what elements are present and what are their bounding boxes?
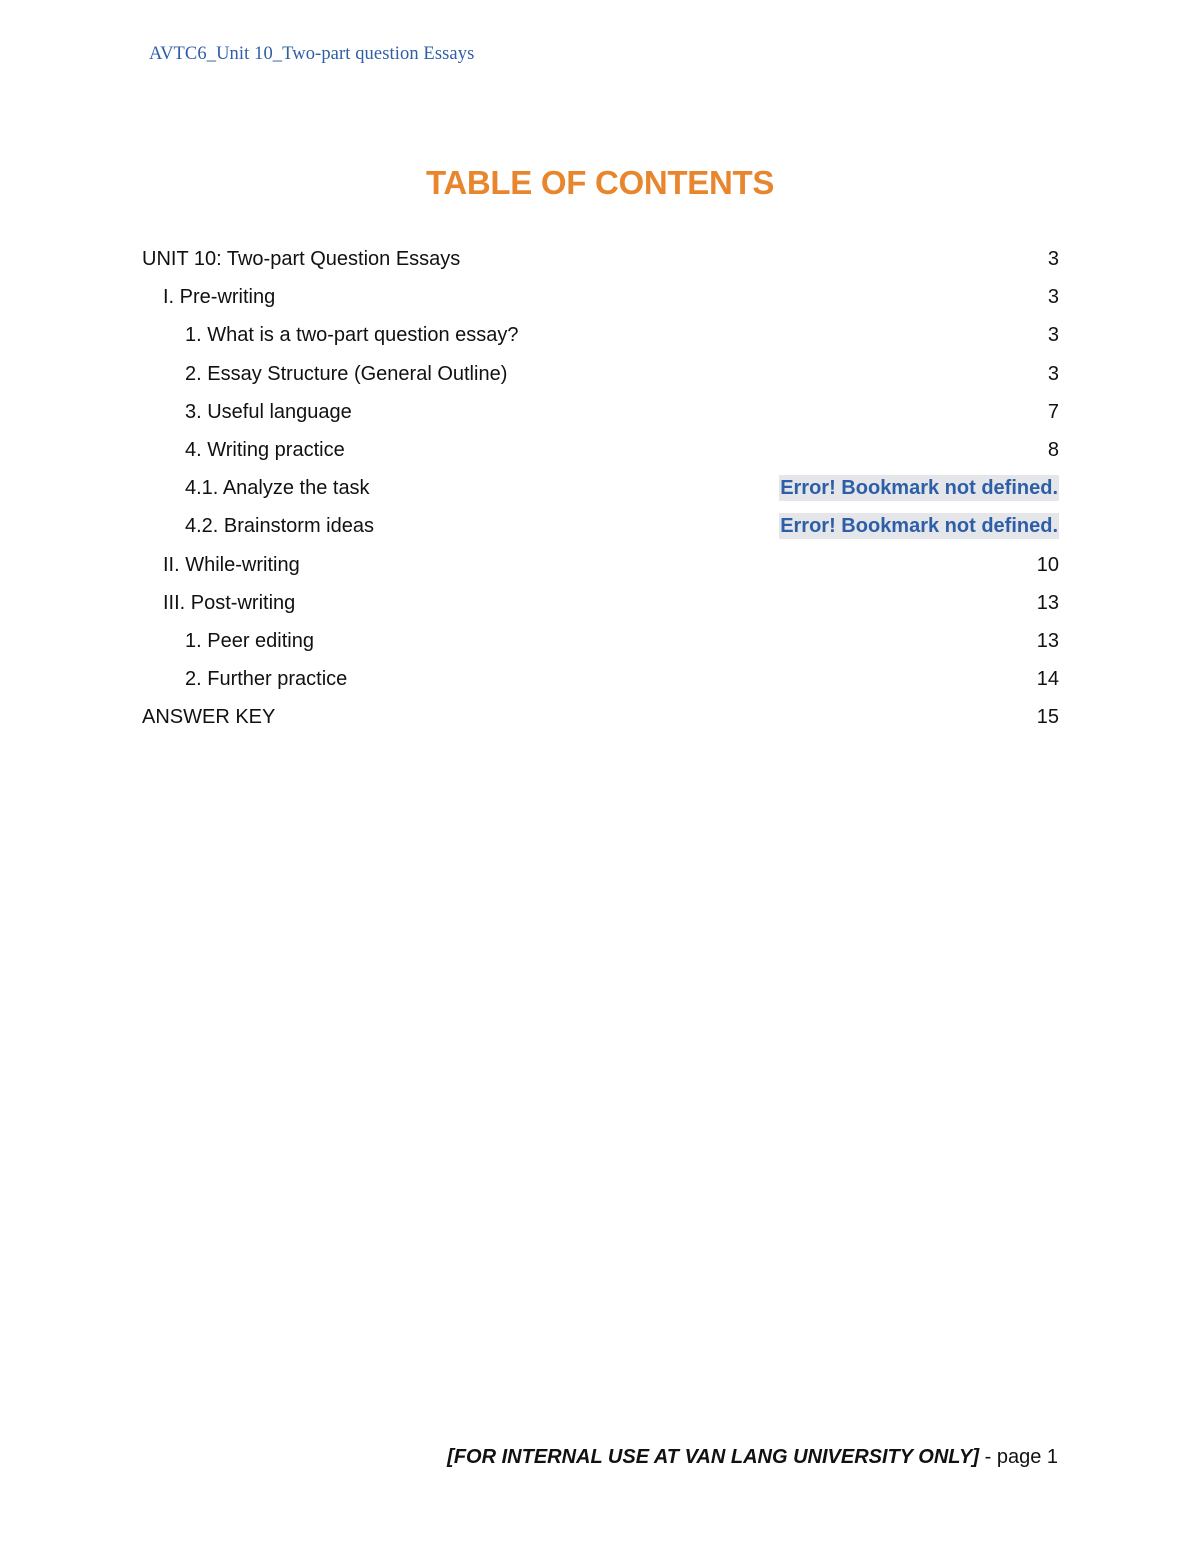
toc-entry-label: 4. Writing practice bbox=[185, 438, 345, 461]
toc-entry-label: 4.1. Analyze the task bbox=[185, 477, 370, 500]
toc-entry-essay-structure[interactable] bbox=[142, 355, 1059, 393]
toc-entry-while-writing[interactable] bbox=[142, 546, 1059, 584]
internal-use-notice: [FOR INTERNAL USE AT VAN LANG UNIVERSITY ONLY] bbox=[447, 1446, 980, 1468]
toc-entry-page: 3 bbox=[1047, 286, 1059, 309]
toc-entry-label: 2. Further practice bbox=[185, 668, 348, 691]
toc-entry-analyze-task[interactable] bbox=[142, 469, 1059, 507]
toc-entry-what-is[interactable] bbox=[142, 316, 1059, 354]
toc-entry-further-practice[interactable] bbox=[142, 660, 1059, 698]
page-number: 1 bbox=[1046, 1446, 1058, 1468]
toc-entry-page-error: Error! Bookmark not defined. bbox=[780, 477, 1058, 500]
toc-entry-peer-editing[interactable] bbox=[142, 622, 1059, 660]
toc-entry-label: 2. Essay Structure (General Outline) bbox=[185, 362, 508, 385]
toc-entry-page-error: Error! Bookmark not defined. bbox=[780, 515, 1058, 538]
toc-entry-label: I. Pre-writing bbox=[163, 286, 276, 309]
toc-entry-brainstorm-ideas[interactable] bbox=[142, 507, 1059, 545]
toc-entry-page: 13 bbox=[1036, 629, 1059, 652]
toc-entry-label: 1. Peer editing bbox=[185, 629, 314, 652]
toc-entry-page: 14 bbox=[1036, 668, 1059, 691]
toc-entry-page: 8 bbox=[1047, 438, 1059, 461]
toc-entry-label: ANSWER KEY bbox=[142, 706, 276, 729]
toc-entry-label: 3. Useful language bbox=[185, 400, 352, 423]
toc-entry-post-writing[interactable] bbox=[142, 584, 1059, 622]
toc-entry-page: 13 bbox=[1036, 591, 1059, 614]
document-header: AVTC6_Unit 10_Two-part question Essays bbox=[149, 44, 475, 64]
toc-title: TABLE OF CONTENTS bbox=[425, 164, 775, 201]
toc-entry-label: UNIT 10: Two-part Question Essays bbox=[142, 248, 461, 270]
toc-entry-writing-practice[interactable] bbox=[142, 431, 1059, 469]
toc-entry-label: 1. What is a two-part question essay? bbox=[185, 324, 519, 347]
toc-entry-page: 3 bbox=[1047, 248, 1059, 270]
page-footer bbox=[447, 1446, 1058, 1469]
toc-entry-answer-key[interactable] bbox=[142, 698, 1059, 736]
toc-entry-useful-language[interactable] bbox=[142, 393, 1059, 431]
toc-entry-label: III. Post-writing bbox=[163, 591, 296, 614]
page-separator: - page bbox=[979, 1446, 1047, 1468]
toc-entry-pre-writing[interactable] bbox=[142, 278, 1059, 316]
table-of-contents bbox=[142, 240, 1059, 736]
toc-entry-label: II. While-writing bbox=[163, 553, 300, 576]
toc-entry-unit-10[interactable] bbox=[142, 240, 1059, 278]
toc-entry-page: 10 bbox=[1036, 553, 1059, 576]
toc-entry-page: 3 bbox=[1047, 362, 1059, 385]
toc-entry-page: 3 bbox=[1047, 324, 1059, 347]
toc-entry-label: 4.2. Brainstorm ideas bbox=[185, 515, 374, 538]
toc-entry-page: 15 bbox=[1036, 706, 1059, 729]
toc-entry-page: 7 bbox=[1047, 400, 1059, 423]
